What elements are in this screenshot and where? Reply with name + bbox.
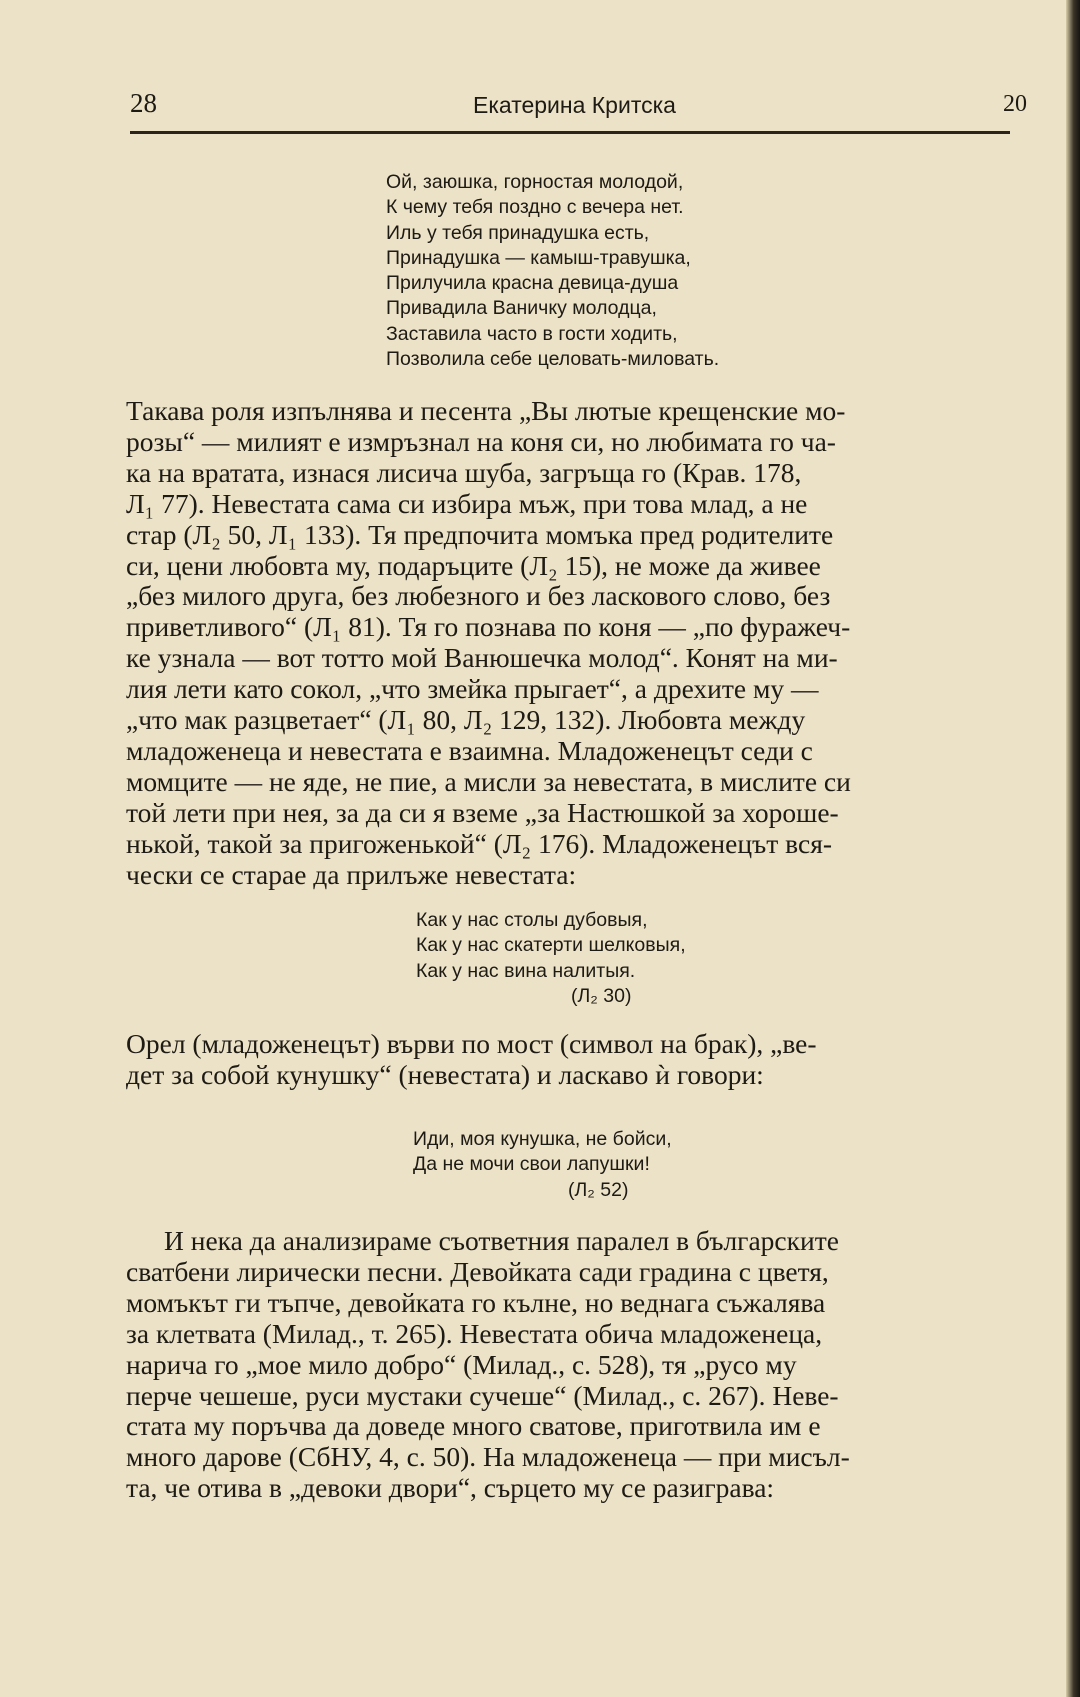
- text-line: перче чешеше, руси мустаки сучеше“ (Милад., с. 267). Неве-: [126, 1379, 839, 1411]
- verse-quote-1: [386, 170, 719, 372]
- page-header: [130, 88, 1030, 128]
- running-title: Екатерина Критска: [473, 92, 676, 118]
- text-line: „без милого друга, без любезного и без ласкового слово, без: [126, 580, 831, 612]
- verse-line: Ой, заюшка, горностая молодой,: [386, 171, 684, 193]
- verse-line: Прилучила красна девица-душа: [386, 272, 679, 295]
- text-line: та, че отива в „девоки двори“, сърцето му се разиграва:: [126, 1472, 775, 1504]
- text-line: си, цени любовта му, подаръците (Л₂ 15), не може да живее: [126, 549, 821, 581]
- verse-line: Как у нас вина налитыя.: [416, 959, 636, 982]
- text-line: И нека да анализираме съответния паралел в българските: [164, 1225, 839, 1256]
- page-mark: 20: [1003, 91, 1027, 117]
- text-line: Орел (младоженецът) върви по мост (символ на брак), „ве-: [126, 1028, 817, 1059]
- header-rule: [130, 131, 1010, 134]
- verse-line: Заставила часто в гости ходить,: [386, 322, 678, 345]
- verse-line: Да не мочи свои лапушки!: [413, 1153, 650, 1176]
- page-edge-shadow: [1066, 0, 1080, 1697]
- verse-quote-3: [413, 1127, 672, 1203]
- verse-line: Привадила Ваничку молодца,: [386, 297, 657, 320]
- text-line: дет за собой кунушку“ (невестата) и ласкаво ѝ говори:: [126, 1058, 764, 1090]
- text-line: лия лети като сокол, „что змейка прыгает“, а дрехите му —: [126, 673, 819, 705]
- text-line: момъкът ги тъпче, девойката го кълне, но веднага съжалява: [126, 1286, 826, 1318]
- verse-line: К чему тебя поздно с вечера нет.: [386, 196, 684, 219]
- verse-quote-2: [416, 908, 686, 1009]
- text-line: розы“ — милият е измръзнал на коня си, но любимата го ча-: [126, 425, 836, 457]
- verse-line: Как у нас столы дубовыя,: [416, 909, 648, 931]
- paragraph-3: [126, 1226, 1026, 1504]
- text-line: стар (Л₂ 50, Л₁ 133). Тя предпочита момъка пред родителите: [126, 518, 834, 550]
- verse-line: Иди, моя кунушка, не бойси,: [413, 1128, 672, 1150]
- text-line: Л₁ 77). Невестата сама си избира мъж, при това млад, а не: [126, 487, 808, 519]
- text-line: ке узнала — вот тотто мой Ванюшечка молод“. Конят на ми-: [126, 642, 838, 674]
- verse-line: Принадушка — камыш-травушка,: [386, 246, 691, 269]
- text-line: чески се старае да прилъже невестата:: [126, 858, 577, 890]
- text-line: нарича го „мое мило добро“ (Милад., с. 528), тя „русо му: [126, 1348, 797, 1380]
- text-line: нькой, такой за пригоженькой“ (Л₂ 176). Младоженецът вся-: [126, 827, 833, 859]
- text-line: младоженеца и невестата е взаимна. Младоженецът седи с: [126, 734, 813, 766]
- paragraph-1: [126, 396, 1026, 891]
- paragraph-2: [126, 1029, 1026, 1091]
- verse-reference: (Л₂ 52): [568, 1178, 629, 1201]
- page-number: 28: [130, 88, 157, 118]
- text-line: много дарове (СбНУ, 4, с. 50). На младоженеца — при мисъл-: [126, 1441, 850, 1473]
- text-line: „что мак разцветает“ (Л₁ 80, Л₂ 129, 132). Любовта между: [126, 704, 806, 736]
- text-line: за клетвата (Милад., т. 265). Невестата обича младоженеца,: [126, 1317, 823, 1349]
- verse-line: Как у нас скатерти шелковыя,: [416, 934, 686, 957]
- text-line: ка на вратата, изнася лисича шуба, загръща го (Крав. 178,: [126, 456, 802, 488]
- text-line: стата му поръчва да доведе много сватове, приготвила им е: [126, 1410, 821, 1442]
- verse-reference: (Л₂ 30): [571, 984, 632, 1007]
- text-line: Такава роля изпълнява и песента „Вы лютые крещенские мо-: [126, 395, 846, 426]
- verse-line: Позволила себе целовать-миловать.: [386, 348, 720, 371]
- text-line: момците — не яде, не пие, а мисли за невестата, в мислите си: [126, 765, 851, 797]
- text-line: приветливого“ (Л₁ 81). Тя го познава по коня — „по фуражеч-: [126, 611, 851, 643]
- text-line: той лети при нея, за да си я вземе „за Настюшкой за хороше-: [126, 796, 839, 828]
- verse-line: Иль у тебя принадушка есть,: [386, 221, 650, 244]
- text-line: сватбени лирически песни. Девойката сади градина с цветя,: [126, 1255, 829, 1287]
